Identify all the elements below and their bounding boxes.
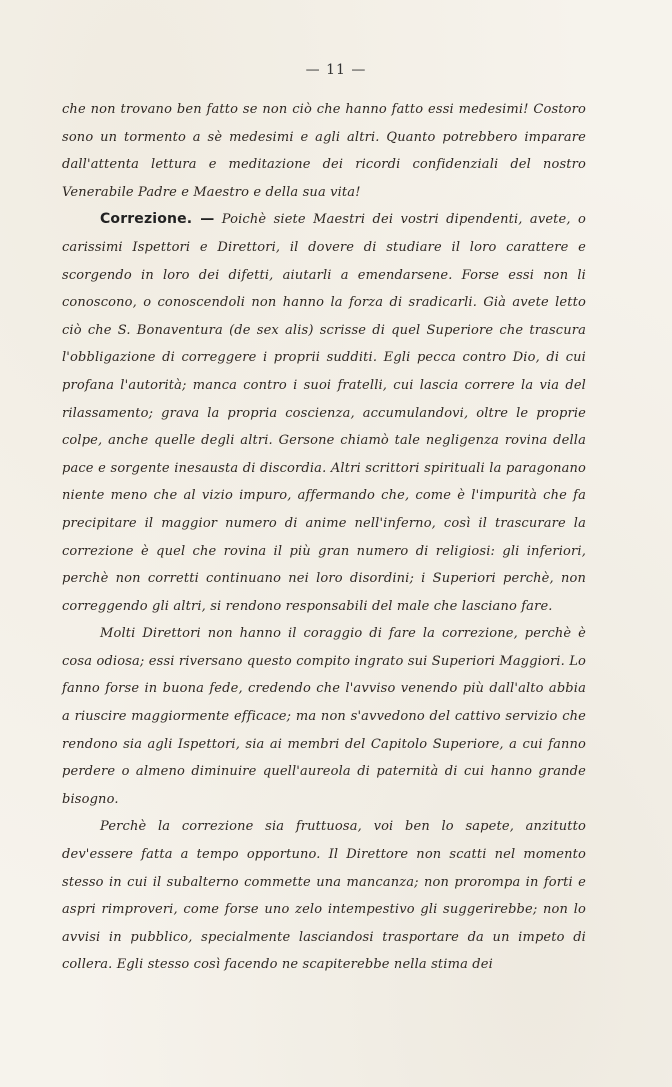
paragraph-3-text: Molti Direttori non hanno il coraggio di fare la correzione, perchè è cosa odiosa; essi riversano questo compito ingrato sui Superiori Maggiori. Lo fanno forse in buona fede, credendo che l'avviso venendo più dall'alto abbia a riuscire maggiormente efficace; ma non s'avvedono del cattivo servizio che rendono sia agli Ispettori, sia ai membri del Capitolo Superiore, a cui fanno perdere o almeno diminuire quell'aureola di paternità di cui hanno grande bisogno. xyxy=(62,626,586,807)
paragraph-2-text: Poichè siete Maestri dei vostri dipendenti, avete, o carissimi Ispettori e Direttori, il dovere di studiare il loro carattere e scorgendo in loro dei difetti, aiutarli a emendarsene. Forse essi non li conoscono, o conoscendoli non hanno la forza di sradicarli. Già avete letto ciò che S. Bonaventura (de sex alis) scrisse di quel Superiore che trascura l'obbligazione di correggere i proprii sudditi. Egli pecca contro Dio, di cui profana l'autorità; manca contro i suoi fratelli, cui lascia correre la via del rilassamento; grava la propria coscienza, accumulandovi, oltre le proprie colpe, anche quelle degli altri. Gersone chiamò tale negligenza rovina della pace e sorgente inesausta di discordia. Altri scrittori spirituali la paragonano niente meno che al vizio impuro, affermando che, come è l'impurità che fa precipitare il maggior numero di anime nell'inferno, così il trascurare la correzione è quel che rovina il più gran numero di religiosi: gli inferiori, perchè non corretti continuano nei loro disordini; i Superiori perchè, non correggendo gli altri, si rendono responsabili del male che lasciano fare. xyxy=(62,212,586,614)
paragraph-1 xyxy=(62,96,586,206)
section-heading-correzione: Correzione. — xyxy=(100,211,215,228)
paragraph-4-text: Perchè la correzione sia fruttuosa, voi ben lo sapete, anzitutto dev'essere fatta a tempo opportuno. Il Direttore non scatti nel momento stesso in cui il subalterno commette una mancanza; non prorompa in forti e aspri rimproveri, come forse uno zelo intempestivo gli suggerirebbe; non lo avvisi in pubblico, specialmente lasciandosi trasportare da un impeto di collera. Egli stesso così facendo ne scapiterebbe nella stima dei xyxy=(62,819,586,973)
paragraph-1-text: che non trovano ben fatto se non ciò che hanno fatto essi medesimi! Costoro sono un tormento a sè medesimi e agli altri. Quanto potrebbero imparare dall'attenta lettura e meditazione dei ricordi confidenziali del nostro Venerabile Padre e Maestro e della sua vita! xyxy=(62,102,586,200)
paragraph-3 xyxy=(62,620,586,813)
paragraph-2 xyxy=(62,206,586,620)
paragraph-4 xyxy=(62,813,586,979)
page-number: — 11 — xyxy=(305,62,367,78)
body-text xyxy=(62,96,586,979)
